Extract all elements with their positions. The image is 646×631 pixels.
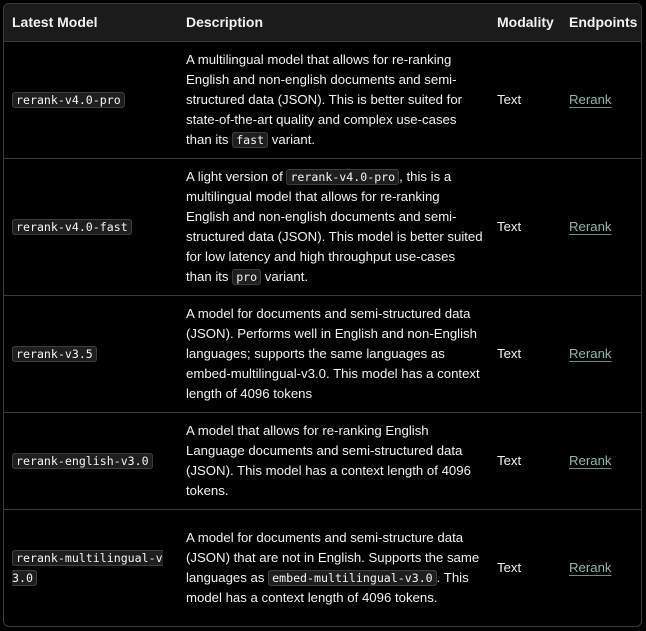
- modality-cell: Text: [497, 91, 522, 107]
- model-name-code: rerank-v4.0-pro: [12, 92, 125, 108]
- models-table-grid: [4, 4, 641, 626]
- model-name-code: rerank-v3.5: [12, 346, 97, 362]
- table-row: [4, 412, 641, 509]
- table-header-row: [4, 4, 641, 41]
- inline-code: embed-multilingual-v3.0: [268, 570, 437, 586]
- rerank-endpoint-link[interactable]: Rerank: [569, 218, 612, 234]
- table-row: [4, 41, 641, 158]
- models-table: [3, 3, 642, 627]
- description-text: A multilingual model that allows for re-ranking English and non-english documents and semi-structured data (JSON). This is better suited for state-of-the-art quality and complex use-cases than its: [186, 51, 463, 147]
- description-text: A model for documents and semi-structured data (JSON). Performs well in English and non-English languages; supports the same languages as embed-multilingual-v3.0. This model has a context length of 4096 tokens: [186, 305, 480, 401]
- header-latest-model: Latest Model: [12, 14, 98, 31]
- header-description: Description: [186, 14, 264, 31]
- description-text: A model for documents and semi-structure data (JSON) that are not in English. Supports the same languages as: [186, 529, 480, 585]
- inline-code: rerank-v4.0-pro: [286, 169, 399, 185]
- rerank-endpoint-link[interactable]: Rerank: [569, 559, 612, 575]
- table-row: [4, 295, 641, 412]
- model-name-code: rerank-multilingual-v3.0: [12, 550, 163, 585]
- endpoint-cell: [561, 158, 641, 295]
- inline-code: fast: [232, 132, 268, 148]
- rerank-endpoint-link[interactable]: Rerank: [569, 345, 612, 361]
- rerank-endpoint-link[interactable]: Rerank: [569, 452, 612, 468]
- model-cell: [4, 158, 178, 295]
- description-text: , this is a multilingual model that allows for re-ranking English and non-english documents and semi-structured data (JSON). This model is better suited for low latency and high throughput use-cases than its: [186, 168, 483, 284]
- header-modality: Modality: [497, 14, 554, 31]
- endpoint-cell: [561, 41, 641, 158]
- endpoint-cell: [561, 412, 641, 509]
- modality-cell: Text: [497, 559, 522, 575]
- endpoint-cell: [561, 295, 641, 412]
- description-text: . This model has a context length of 4096 tokens.: [186, 569, 469, 605]
- model-cell: [4, 509, 178, 626]
- description-cell: [178, 158, 489, 295]
- modality-cell: Text: [497, 218, 522, 234]
- model-cell: [4, 295, 178, 412]
- description-cell: [178, 295, 489, 412]
- modality-cell: Text: [497, 452, 522, 468]
- model-name-code: rerank-english-v3.0: [12, 453, 153, 469]
- modality-cell: Text: [497, 345, 522, 361]
- description-text: A model that allows for re-ranking English Language documents and semi-structured data (JSON). This model has a context length of 4096 tokens.: [186, 422, 471, 498]
- inline-code: pro: [232, 269, 261, 285]
- description-cell: [178, 412, 489, 509]
- description-text: variant.: [268, 131, 316, 147]
- header-endpoints: Endpoints: [569, 14, 638, 31]
- description-text: variant.: [261, 268, 309, 284]
- table-row: [4, 509, 641, 626]
- model-cell: [4, 412, 178, 509]
- model-name-code: rerank-v4.0-fast: [12, 219, 132, 235]
- description-cell: [178, 41, 489, 158]
- rerank-endpoint-link[interactable]: Rerank: [569, 91, 612, 107]
- description-cell: [178, 509, 489, 626]
- endpoint-cell: [561, 509, 641, 626]
- table-row: [4, 158, 641, 295]
- description-text: A light version of: [186, 168, 287, 184]
- model-cell: [4, 41, 178, 158]
